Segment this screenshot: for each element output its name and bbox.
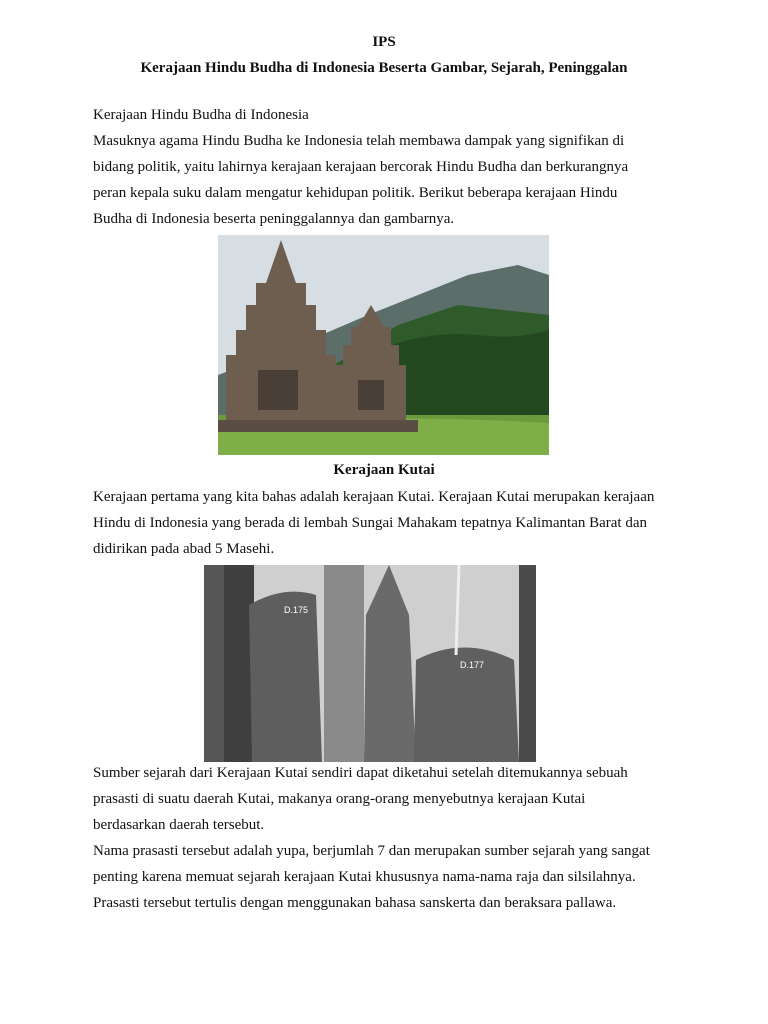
inscription-label: D.175 (284, 605, 309, 615)
section-heading: Kerajaan Hindu Budha di Indonesia (93, 107, 309, 123)
temple-photo (218, 235, 549, 455)
paragraph-line: Nama prasasti tersebut adalah yupa, berjumlah 7 dan merupakan sumber sejarah yang sangat (93, 843, 650, 859)
inscription-label: D.177 (460, 660, 485, 670)
paragraph-line: berdasarkan daerah tersebut. (93, 817, 265, 833)
paragraph-line: Kerajaan pertama yang kita bahas adalah kerajaan Kutai. Kerajaan Kutai merupakan kerajaan (93, 489, 655, 505)
paragraph-line: bidang politik, yaitu lahirnya kerajaan kerajaan bercorak Hindu Budha dan berkurangnya (93, 159, 629, 175)
paragraph-line: Hindu di Indonesia yang berada di lembah Sungai Mahakam tepatnya Kalimantan Barat dan (93, 515, 647, 531)
paragraph-line: Masuknya agama Hindu Budha ke Indonesia telah membawa dampak yang signifikan di (93, 133, 625, 149)
paragraph-line: Prasasti tersebut tertulis dengan menggunakan bahasa sanskerta dan beraksara pallawa. (93, 895, 617, 911)
paragraph-line: Budha di Indonesia beserta peninggalannya dan gambarnya. (93, 211, 455, 227)
paragraph-line: penting karena memuat sejarah kerajaan Kutai khususnya nama-nama raja dan silsilahnya. (93, 869, 636, 885)
paragraph-line: Sumber sejarah dari Kerajaan Kutai sendiri dapat diketahui setelah ditemukannya sebuah (93, 765, 628, 781)
document-title: Kerajaan Hindu Budha di Indonesia Beserta Gambar, Sejarah, Peninggalan (140, 60, 628, 76)
yupa-inscription-photo (204, 565, 536, 762)
section-heading-kutai: Kerajaan Kutai (333, 462, 435, 478)
paragraph-line: peran kepala suku dalam mengatur kehidupan politik. Berikut beberapa kerajaan Hindu (93, 185, 618, 201)
subject-heading: IPS (372, 34, 396, 50)
paragraph-line: prasasti di suatu daerah Kutai, makanya orang-orang menyebutnya kerajaan Kutai (93, 791, 586, 807)
paragraph-line: didirikan pada abad 5 Masehi. (93, 541, 275, 557)
